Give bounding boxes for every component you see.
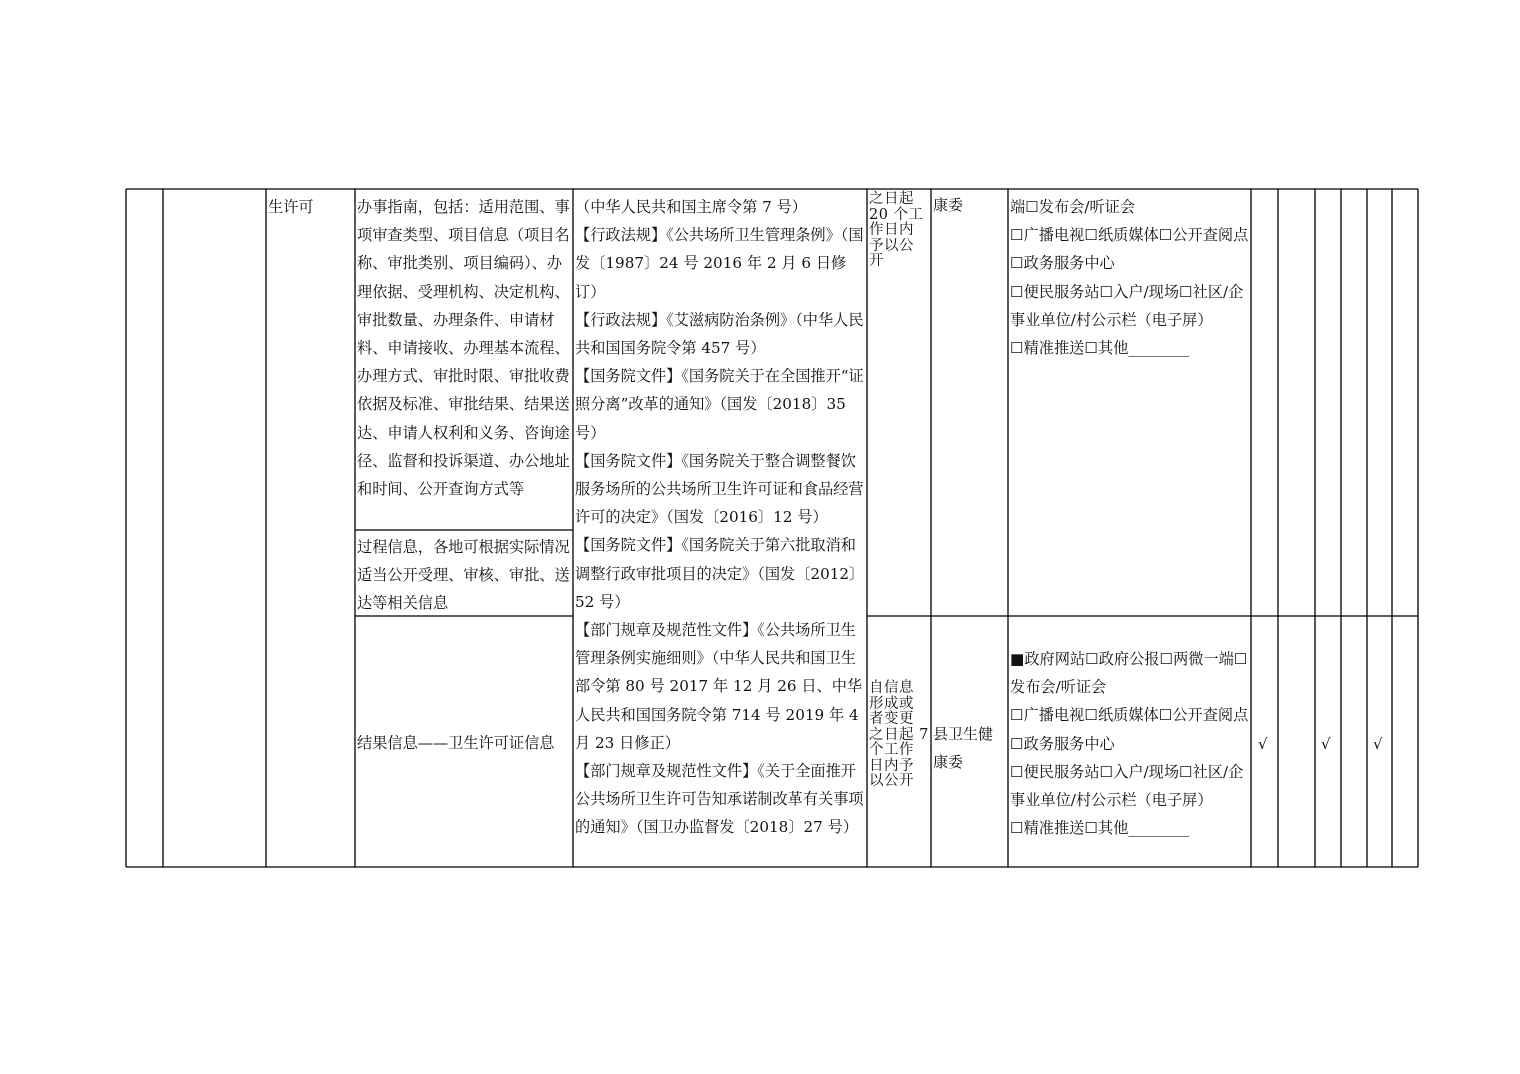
guide-cell: 办事指南，包括：适用范围、事项审查类型、项目信息（项目名称、审批类别、项目编码）、办理依据、受理机构、决定机构、审批数量、办理条件、申请材料、申请接收、办理基本流程、办理方式、审批时限、审批收费依据及标准、审批结果、结果送达、申请人权利和义务、咨询途径、监督和投诉渠道、办公地址和时间、公开查询方式等: [357, 198, 570, 499]
result-info-cell: 结果信息——卫生许可证信息: [357, 734, 555, 752]
legal-basis-upper-cell: （中华人民共和国主席令第 7 号） 【行政法规】《公共场所卫生管理条例》（国发〔1987〕24 号 2016 年 2 月 6 日修订） 【行政法规】《艾滋病防治条例》（中华人民共和国国务院令第 457 号） 【国务院文件】《国务院关于在全国推开“证照分离”改革的通知》（国发〔2018〕35 号） 【国务院文件】《国务院关于整合调整餐饮服务场所的公共场所卫生许可证和食品经营许可的决定》（国发〔2016〕12 号） 【国务院文件】《国务院关于第六批取消和调整行政审批项目的决定》（国发〔2012〕52 号）: [575, 198, 865, 611]
subject-lower-cell: 县卫生健康委: [933, 725, 994, 771]
subject-upper-cell: 康委: [933, 196, 964, 214]
channels-lower-cell: ■政府网站☐政府公报☐两微一端☐发布会/听证会 ☐广播电视☐纸质媒体☐公开查阅点☐政务服务中心 ☐便民服务站☐入户/现场☐社区/企事业单位/村公示栏（电子屏） ☐精准推送☐其他________: [1010, 650, 1249, 838]
time-limit-upper-cell: 之日起 20 个工 作日内 予以公 开: [869, 191, 924, 269]
check-mark-1: √: [1258, 735, 1268, 753]
process-info-cell: 过程信息，各地可根据实际情况适当公开受理、审核、审批、送达等相关信息: [357, 538, 570, 613]
check-mark-5: √: [1373, 735, 1383, 753]
time-limit-lower-cell: 自信息 形成或 者变更 之日起 7 个工作 日内予 以公开: [869, 680, 929, 789]
check-mark-3: √: [1321, 735, 1331, 753]
channels-upper-cell: 端☐发布会/听证会 ☐广播电视☐纸质媒体☐公开查阅点☐政务服务中心 ☐便民服务站☐入户/现场☐社区/企事业单位/村公示栏（电子屏） ☐精准推送☐其他________: [1010, 198, 1249, 358]
item-name-cell: 生许可: [268, 198, 314, 216]
legal-basis-lower-cell: 【部门规章及规范性文件】《公共场所卫生管理条例实施细则》（中华人民共和国卫生部令第 80 号 2017 年 12 月 26 日、中华人民共和国国务院令第 714 号 2019 年 4 月 23 日修正） 【部门规章及规范性文件】《关于全面推开公共场所卫生许可告知承诺制改革有关事项的通知》（国卫办监督发〔2018〕27 号）: [575, 621, 864, 837]
